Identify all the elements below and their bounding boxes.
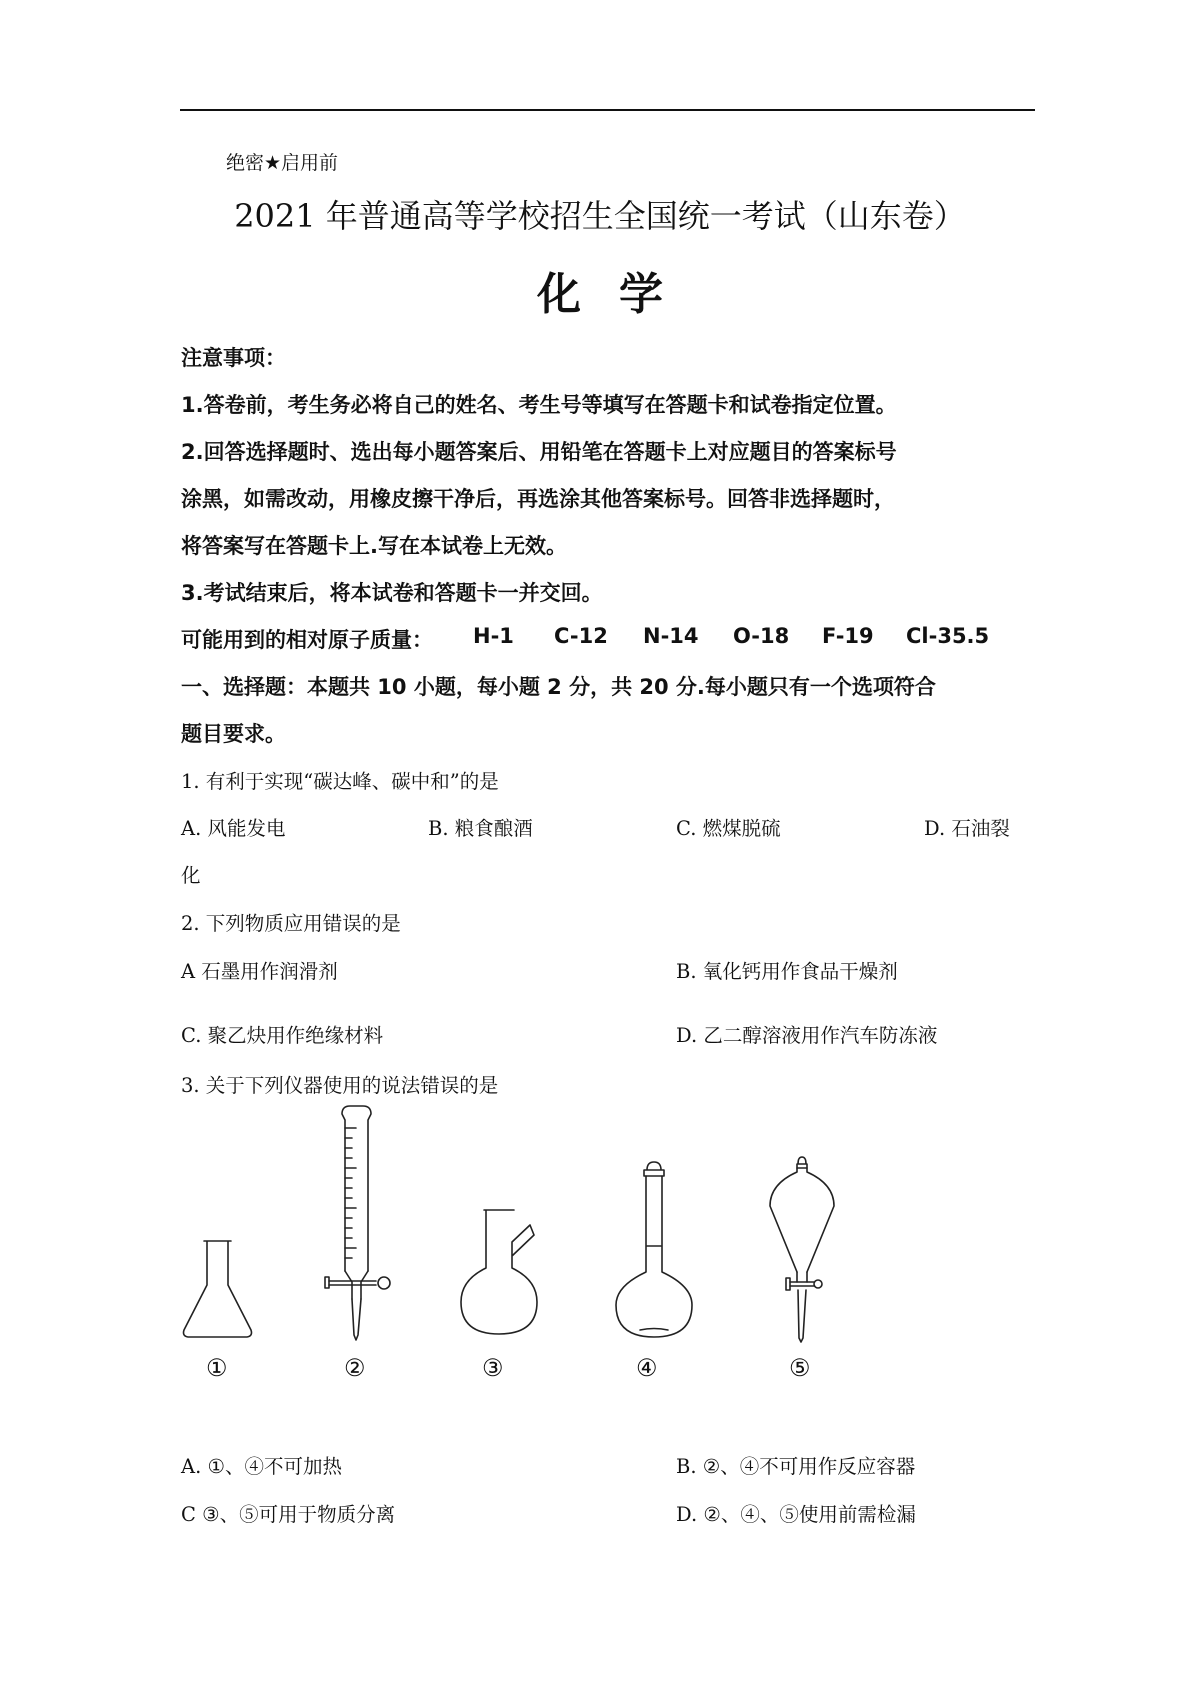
- notice-line-1: 1.答卷前，考生务必将自己的姓名、考生号等填写在答题卡和试卷指定位置。: [181, 393, 897, 417]
- apparatus-label-3: ③: [482, 1354, 504, 1382]
- conical-flask-icon: [184, 1241, 252, 1337]
- apparatus-label-4: ④: [636, 1354, 658, 1382]
- mass-h: H-1: [473, 624, 514, 648]
- atomic-mass-label: 可能用到的相对原子质量：: [181, 628, 433, 652]
- mass-o: O-18: [733, 624, 790, 648]
- q2-stem: 2. 下列物质应用错误的是: [181, 912, 401, 935]
- section-1-line-2: 题目要求。: [181, 722, 286, 746]
- burette-icon: [325, 1106, 390, 1340]
- section-1-line-1: 一、选择题：本题共 10 小题，每小题 2 分，共 20 分.每小题只有一个选项符合: [181, 675, 936, 699]
- notice-line-2b: 涂黑，如需改动，用橡皮擦干净后，再选涂其他答案标号。回答非选择题时，: [181, 487, 895, 511]
- q2-option-d: D. 乙二醇溶液用作汽车防冻液: [676, 1024, 938, 1047]
- apparatus-label-1: ①: [206, 1354, 228, 1382]
- q2-option-c: C. 聚乙炔用作绝缘材料: [181, 1024, 384, 1047]
- q1-option-a: A. 风能发电: [181, 817, 286, 840]
- notice-line-3: 3.考试结束后，将本试卷和答题卡一并交回。: [181, 581, 603, 605]
- mass-f: F-19: [822, 624, 874, 648]
- q3-option-a: A. ①、④不可加热: [181, 1455, 342, 1478]
- apparatus-label-2: ②: [344, 1354, 366, 1382]
- mass-n: N-14: [643, 624, 699, 648]
- confidential-mark: 绝密★启用前: [226, 152, 339, 174]
- exam-title: 2021 年普通高等学校招生全国统一考试（山东卷）: [234, 197, 966, 235]
- notice-line-2c: 将答案写在答题卡上.写在本试卷上无效。: [181, 534, 567, 558]
- q3-option-d: D. ②、④、⑤使用前需检漏: [676, 1503, 916, 1526]
- volumetric-flask-icon: [616, 1162, 692, 1337]
- q1-option-d: D. 石油裂: [924, 817, 1010, 840]
- q1-option-c: C. 燃煤脱硫: [676, 817, 781, 840]
- subject-title: 化学: [537, 269, 701, 320]
- q1-option-d-wrap: 化: [181, 864, 201, 887]
- q3-stem: 3. 关于下列仪器使用的说法错误的是: [181, 1074, 499, 1097]
- q3-option-b: B. ②、④不可用作反应容器: [676, 1455, 916, 1478]
- notice-heading: 注意事项：: [181, 346, 286, 370]
- distilling-flask-icon: [461, 1210, 537, 1334]
- mass-c: C-12: [554, 624, 608, 648]
- q1-stem: 1. 有利于实现“碳达峰、碳中和”的是: [181, 770, 499, 793]
- q3-option-c: C ③、⑤可用于物质分离: [181, 1503, 396, 1526]
- q1-option-b: B. 粮食酿酒: [428, 817, 533, 840]
- notice-line-2a: 2.回答选择题时、选出每小题答案后、用铅笔在答题卡上对应题目的答案标号: [181, 440, 897, 464]
- separatory-funnel-icon: [770, 1157, 834, 1342]
- apparatus-label-5: ⑤: [789, 1354, 811, 1382]
- mass-cl: Cl-35.5: [906, 624, 990, 648]
- q2-option-b: B. 氧化钙用作食品干燥剂: [676, 960, 898, 983]
- q2-option-a: A 石墨用作润滑剂: [181, 960, 338, 983]
